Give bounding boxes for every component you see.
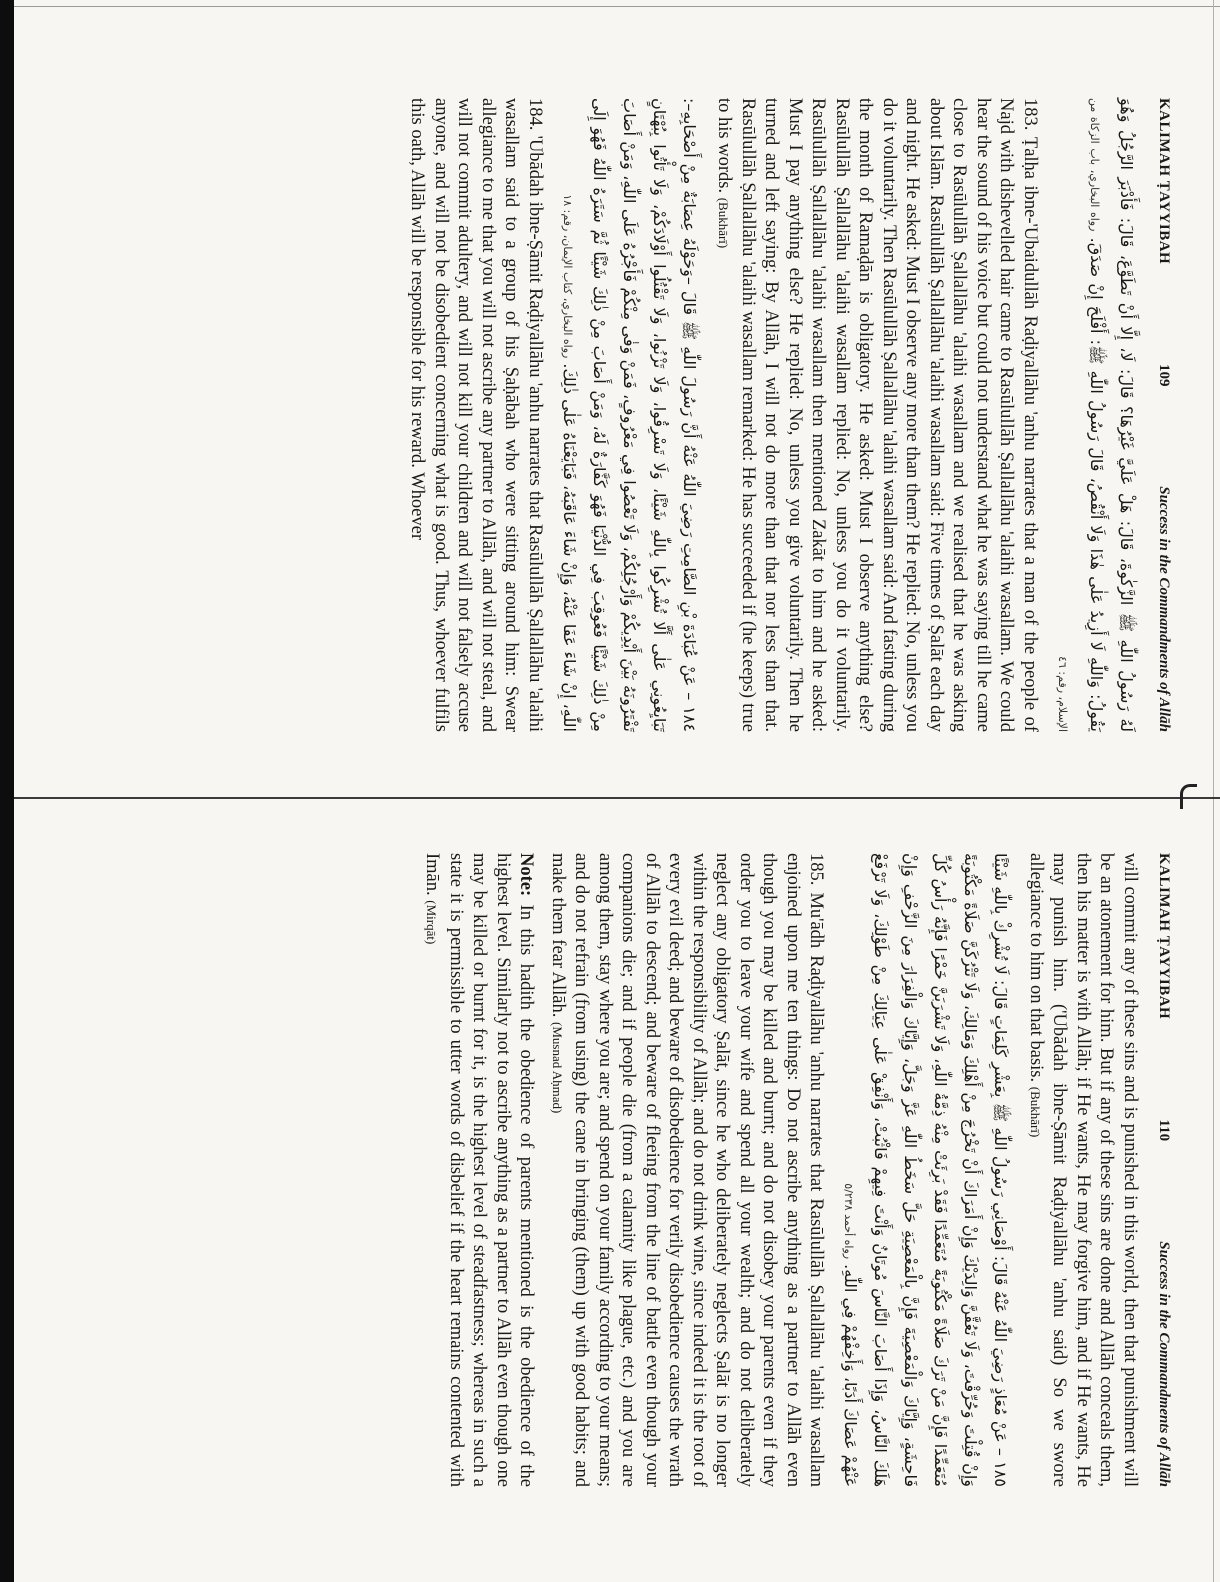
- page-fold-mark: [1180, 784, 1197, 809]
- page-top-edge: [14, 6, 1220, 7]
- hadith-source: (Bukhārī): [716, 197, 732, 249]
- hadith-185: [546, 853, 828, 1487]
- running-head: [1155, 98, 1172, 732]
- running-head: [1155, 853, 1172, 1487]
- note-source: (Mirqāt): [424, 900, 440, 945]
- arabic-185-reference: رواه أحمد ٥/٢٣٨: [842, 1183, 856, 1260]
- section-title: Success in the Commandments of Allāh: [1156, 486, 1172, 732]
- hadith-184-continued: [1024, 853, 1142, 1487]
- page-number: 110: [1156, 1119, 1172, 1142]
- arabic-text-185: [834, 853, 1016, 1487]
- page-109: [92, 90, 1172, 740]
- page-number: 109: [1156, 363, 1172, 387]
- page-right-edge: [1213, 0, 1214, 1582]
- arabic-text-intro: [1047, 98, 1141, 732]
- note-paragraph: [420, 853, 538, 1487]
- hadith-number: 185.: [806, 853, 827, 886]
- scan-edge-shadow: [0, 0, 14, 1582]
- arabic-text-184: [552, 98, 704, 732]
- hadith-number: 184.: [525, 98, 545, 131]
- arabic-184-body: ١٨٤ – عَنْ عُبَادَةَ بْنِ الصَّامِتِ رَضِيَ اللّٰهُ عَنْهُ أَنَّ رَسُولَ اللّٰهِ ﷺ قَالَ –وَحَوْلَهُ عِصَابَةٌ مِنْ أَصْحَابِهِ–: تَبَايِعُونِي عَلٰى أَلَّا تُشْرِكُوا بِاللّٰهِ شَيْئًا، وَلَا تَسْرِقُوا، وَلَا تَزْنُوا، وَلَا تَقْتُلُوا أَوْلَادَكُمْ، وَلَا تَأْتُوا بِبُهْتَانٍ تَفْتَرُونَهُ بَيْنَ أَيْدِيكُمْ وَأَرْجُلِكُمْ، وَلَا تَعْصُوا فِي مَعْرُوفٍ، فَمَنْ وَفٰى مِنْكُمْ فَأَجْرُهُ عَلَى اللّٰهِ، وَمَنْ أَصَابَ مِنْ ذٰلِكَ شَيْئًا فَعُوقِبَ فِي الدُّنْيَا فَهُوَ كَفَّارَةٌ لَهُ، وَمَنْ أَصَابَ مِنْ ذٰلِكَ شَيْئًا ثُمَّ سَتَرَهُ اللّٰهُ فَهُوَ إِلَى اللّٰهِ، إِنْ شَاءَ عَفَا عَنْهُ، وَإِنْ شَاءَ عَاقَبَهُ، فَبَايَعْنَاهُ عَلٰى ذٰلِكَ.: [560, 98, 699, 732]
- note-label: Note:: [516, 853, 537, 897]
- hadith-184: [405, 98, 546, 732]
- section-title: Success in the Commandments of Allāh: [1156, 1241, 1172, 1487]
- hadith-183: [712, 98, 1041, 732]
- hadith-translation: Mu'ādh Raḍiyallāhu 'anhu narrates that Rasūlullāh Ṣallallāhu 'alaihi wasallam enjoined upon me ten things: Do not ascribe anything as a partner to Allāh even though you may be killed and burnt; and do not disobey your parents even if they order you to leave your wife and spend all your wealth; and do not deliberately neglect any obligatory Ṣalāt, since he who deliberately neglects Ṣalāt is no longer within the responsibility of Allāh; and do not drink wine, since indeed it is the root of every evil deed; and beware of disobedience for verily disobedience causes the wrath of Allāh to descend; and beware of fleeing from the line of battle even though your companions die; and if people die (from a calamity like plague, etc.) and you are among them, stay where you are; and spend on your family according to your means; and do not refrain (from using) the cane in bringing (them) up with good habits; and make them fear Allāh.: [548, 853, 827, 1487]
- arabic-185-body: ١٨٥ – عَنْ مُعَاذٍ رَضِيَ اللّٰهُ عَنْهُ قَالَ: أَوْصَانِي رَسُولُ اللّٰهِ ﷺ بِعَشْرِ كَلِمَاتٍ قَالَ: لَا تُشْرِكْ بِاللّٰهِ شَيْئًا وَإِنْ قُتِلْتَ وَحُرِّقْتَ، وَلَا تَعُقَّنَّ وَالِدَيْكَ وَإِنْ أَمَرَاكَ أَنْ تَخْرُجَ مِنْ أَهْلِكَ وَمَالِكَ، وَلَا تَتْرُكَنَّ صَلَاةً مَكْتُوبَةً مُتَعَمِّدًا فَإِنَّ مَنْ تَرَكَ صَلَاةً مَكْتُوبَةً مُتَعَمِّدًا فَقَدْ بَرِئَتْ مِنْهُ ذِمَّةُ اللّٰهِ، وَلَا تَشْرَبَنَّ خَمْرًا فَإِنَّهُ رَأْسُ كُلِّ فَاحِشَةٍ، وَإِيَّاكَ وَالْمَعْصِيَةَ فَإِنَّ بِالْمَعْصِيَةِ حَلَّ سَخَطُ اللّٰهِ عَزَّ وَجَلَّ، وَإِيَّاكَ وَالْفِرَارَ مِنَ الزَّحْفِ وَإِنْ هَلَكَ النَّاسُ، وَإِذَا أَصَابَ النَّاسَ مُوتَانٌ وَأَنْتَ فِيهِمْ فَاثْبُتْ، وَأَنْفِقْ عَلٰى عِيَالِكَ مِنْ طَوْلِكَ، وَلَا تَرْفَعْ عَنْهُمْ عَصَاكَ أَدَبًا، وَأَخِفْهُمْ فِي اللّٰهِ.: [841, 853, 1011, 1487]
- book-title: KALIMAH ṬAYYIBAH: [1156, 853, 1172, 1020]
- hadith-translation: will commit any of these sins and is punished in this world, then that punishment will be an atonement for him. But if any of these sins are done and Allāh conceals them, then his matter is with Allāh; if He wants, He may forgive him, and if He wants, He may punish him. ('Ubādah ibne-Ṣāmit Raḍiyallāhu 'anhu said) So we swore allegiance to him on that basis.: [1026, 853, 1140, 1487]
- arabic-184-reference: رواه البخاري، كتاب الإيمان، رقم: ١٨: [561, 194, 574, 359]
- page-110: [87, 845, 1172, 1495]
- hadith-translation: Ṭalḥa ibne-'Ubaidullāh Raḍiyallāhu 'anhu narrates that a man of the people of Najd with dishevelled hair came to Rasūlullāh Ṣallallāhu 'alaihi wasallam. We could hear the sound of his voice but could not understand what he was saying till he came close to Rasūlullāh Ṣallallāhu 'alaihi wasallam and we realised that he was asking about Islām. Rasūlullāh Ṣallallāhu 'alaihi wasallam said: Five times of Ṣalāt each day and night. He asked: Must I observe any more than them? He replied: No, unless you do it voluntarily. Then Rasūlullāh Ṣallallāhu 'alaihi wasallam said: And fasting during the month of Ramaḍān is obligatory. He asked: Must I observe anything else? Rasūlullāh Ṣallallāhu 'alaihi wasallam replied: No, unless you do it voluntarily. Rasūlullāh Ṣallallāhu 'alaihi wasallam then mentioned Zakāt to him and he asked: Must I pay anything else? He replied: No, unless you give voluntarily. Then he turned and left saying: By Allāh, I will not do more than that nor less than that. Rasūlullāh Ṣallallāhu 'alaihi wasallam remarked: He has succeeded if (he keeps) true to his words.: [714, 98, 1040, 732]
- hadith-number: 183.: [1020, 98, 1040, 131]
- page-divider-line: [14, 797, 1220, 799]
- hadith-source: (Musnad Aḥmad): [550, 1022, 565, 1114]
- hadith-source: (Bukhārī): [1028, 1086, 1043, 1138]
- hadith-translation: 'Ubādah ibne-Ṣāmit Raḍiyallāhu 'anhu narrates that Rasūlullāh Ṣallallāhu 'alaihi wasallam said to a group of his Ṣaḥābah who were sitting around him: Swear allegiance to me that you will not ascribe any partner to Allāh, and will not steal, and will not commit adultery, and will not kill your children and will not falsely accuse anyone, and will not be disobedient concerning what is good. Thus, whoever fulfils this oath, Allāh will be responsible for his reward. Whoever: [407, 98, 545, 733]
- book-title: KALIMAH ṬAYYIBAH: [1156, 98, 1172, 265]
- note-text: In this hadith the obedience of parents mentioned is the obedience of the highest level. Similarly not to ascribe anything as a partner to Allāh even though one may be killed or burnt for it, is the highest level of steadfastness; whereas in such a state it is permissible to utter words of disbelief if the heart remains contented with Imān.: [422, 853, 537, 1487]
- arabic-intro-body: لَهُ رَسُولُ اللّٰهِ ﷺ الزَّكٰوةَ، قَالَ: هَلْ عَلَيَّ غَيْرُهَا؟ قَالَ: لَا، إِلَّا أَنْ تَطَوَّعَ، قَالَ: فَأَدْبَرَ الرَّجُلُ وَهُوَ يَقُولُ: وَاللّٰهِ لَا أَزِيدُ عَلٰى هٰذَا وَلَا أَنْقُصُ، قَالَ رَسُولُ اللّٰهِ ﷺ: أَفْلَحَ إِنْ صَدَقَ.: [1087, 98, 1136, 733]
- arabic-intro-reference: رواه البخاري، باب الزكاة من الإسلام، رقم: ٤٦: [1056, 98, 1101, 732]
